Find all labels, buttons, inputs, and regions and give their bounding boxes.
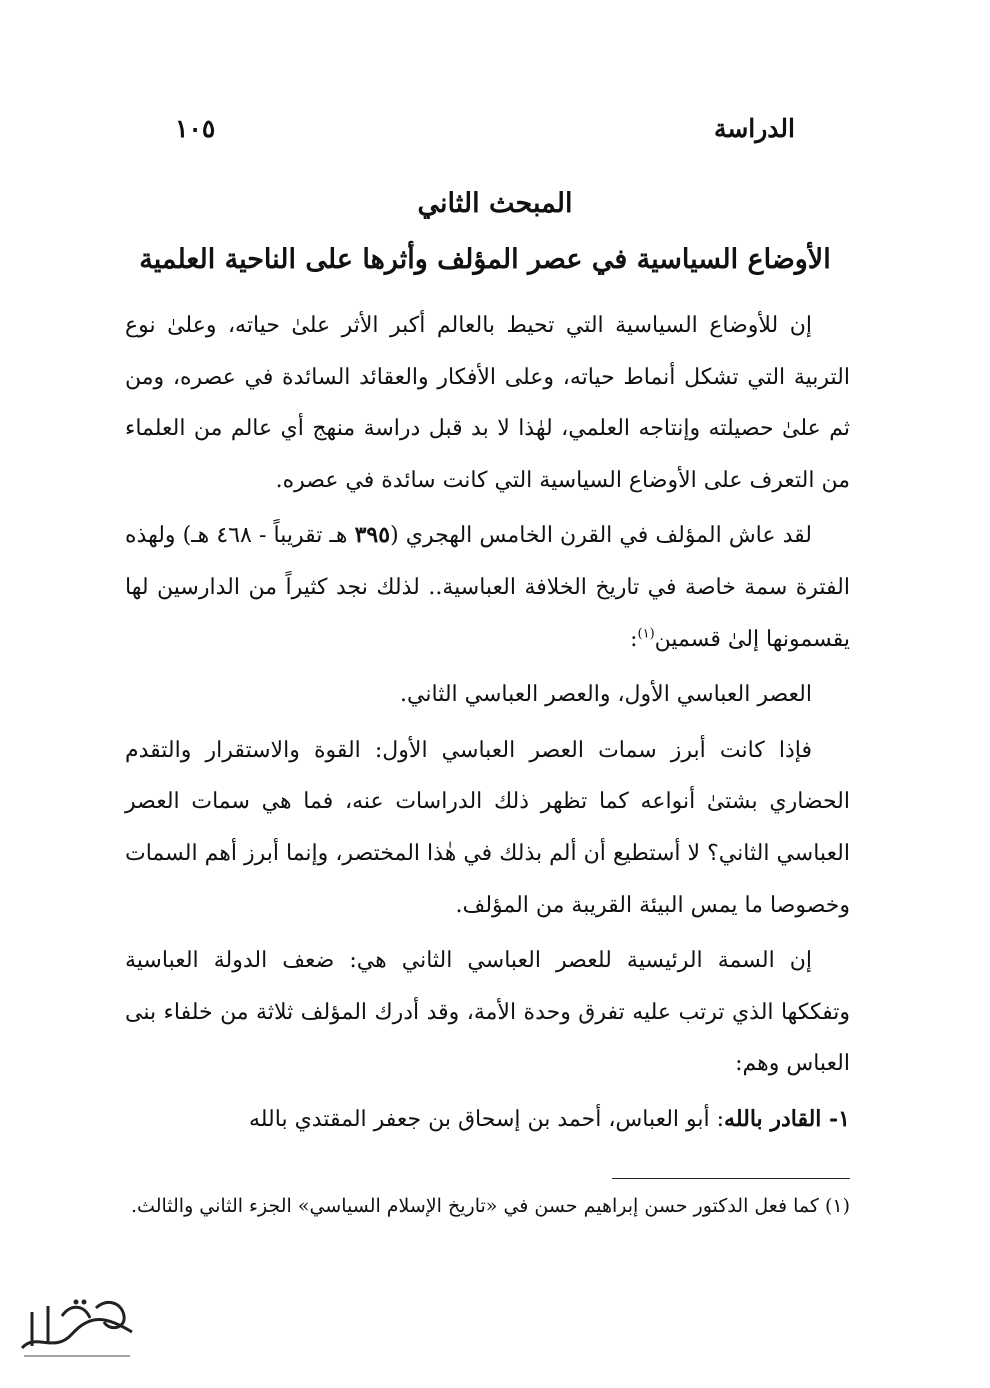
publisher-logo — [14, 1292, 140, 1362]
page-header — [175, 108, 795, 148]
paragraph-2-part-a: لقد عاش المؤلف في القرن الخامس الهجري ( — [390, 523, 812, 549]
caliph-details: : أبو العباس، أحمد بن إسحاق بن جعفر المقتدي بالله — [248, 1106, 725, 1132]
paragraph-4: فإذا كانت أبرز سمات العصر العباسي الأول: القوة والاستقرار والتقدم الحضاري بشتىٰ أنواعه كما تظهر ذلك الدراسات عنه، فما هي سمات العصر العباسي الثاني؟ لا أستطيع أن ألم بذلك في هٰذا المختصر، وإنما أبرز أهم السمات وخصوصا ما يمس البيئة القريبة من المؤلف. — [125, 737, 850, 918]
running-title: الدراسة — [713, 113, 795, 143]
paragraph-2 — [125, 510, 850, 665]
footnote: (١) كما فعل الدكتور حسن إبراهيم حسن في «تاريخ الإسلام السياسي» الجزء الثاني والثالث. — [131, 1195, 850, 1217]
year-number: ٣٩٥ — [354, 522, 391, 549]
section-title: الأوضاع السياسية في عصر المؤلف وأثرها على الناحية العلمية — [139, 244, 831, 275]
paragraph-3: العصر العباسي الأول، والعصر العباسي الثاني. — [400, 682, 812, 708]
paragraph-6 — [125, 1094, 850, 1146]
chapter-title: المبحث الثاني — [417, 188, 573, 219]
body-text — [125, 300, 850, 1150]
caliph-name: ١- القادر بالله — [724, 1105, 850, 1132]
paragraph-2-part-b: هـ تقريباً - ٤٦٨ هـ) ولهذه الفترة سمة خاصة في تاريخ الخلافة العباسية.. لذلك نجد كثيراً من الدارسين لها يقسمونها إلىٰ قسمين — [125, 523, 850, 652]
paragraph-2-end: : — [630, 626, 638, 652]
paragraph-5: إن السمة الرئيسية للعصر العباسي الثاني هي: ضعف الدولة العباسية وتفككها الذي ترتب عليه تفرق وحدة الأمة، وقد أدرك المؤلف ثلاثة من خلفاء بنى العباس وهم: — [125, 948, 850, 1077]
footnote-reference[interactable]: (١) — [637, 626, 655, 642]
page-number: ١٠٥ — [175, 113, 216, 143]
paragraph-1: إن للأوضاع السياسية التي تحيط بالعالم أكبر الأثر علىٰ حياته، وعلىٰ نوع التربية التي تشكل أنماط حياته، وعلى الأفكار والعقائد السائدة في عصره، ومن ثم علىٰ حصيلته وإنتاجه العلمي، لهٰذا لا بد قبل دراسة منهج أي عالم من العلماء من التعرف على الأوضاع السياسية التي كانت سائدة في عصره. — [125, 313, 850, 493]
footnote-divider — [612, 1178, 850, 1179]
